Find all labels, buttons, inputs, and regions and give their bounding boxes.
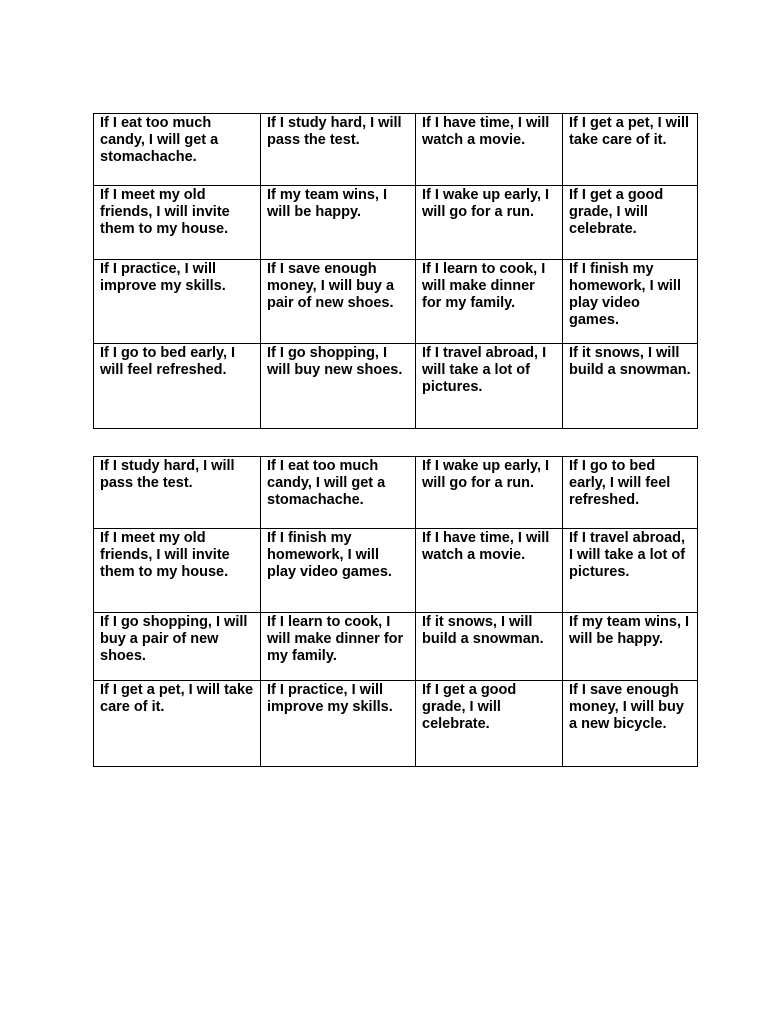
table-row: [94, 260, 698, 344]
sentence-card: If I learn to cook, I will make dinner for my family.: [416, 260, 563, 344]
sentence-card: If I practice, I will improve my skills.: [94, 260, 261, 344]
sentence-card: If I get a good grade, I will celebrate.: [563, 186, 698, 260]
sentence-card: If it snows, I will build a snowman.: [416, 613, 563, 681]
sentence-card: If I finish my homework, I will play video games.: [563, 260, 698, 344]
sentence-card: If I go to bed early, I will feel refreshed.: [563, 457, 698, 529]
sentence-card-table-2: [93, 456, 698, 767]
table-row: [94, 114, 698, 186]
sentence-card: If I have time, I will watch a movie.: [416, 114, 563, 186]
sentence-card: If I travel abroad, I will take a lot of pictures.: [416, 344, 563, 429]
sentence-card: If I eat too much candy, I will get a stomachache.: [261, 457, 416, 529]
sentence-card: If my team wins, I will be happy.: [261, 186, 416, 260]
sentence-card: If I get a pet, I will take care of it.: [94, 681, 261, 767]
table-row: [94, 681, 698, 767]
table-row: [94, 457, 698, 529]
sentence-card: If I get a good grade, I will celebrate.: [416, 681, 563, 767]
sentence-card: If I finish my homework, I will play video games.: [261, 529, 416, 613]
sentence-card: If I study hard, I will pass the test.: [94, 457, 261, 529]
sentence-card: If I go to bed early, I will feel refreshed.: [94, 344, 261, 429]
sentence-card: If I have time, I will watch a movie.: [416, 529, 563, 613]
table-row: [94, 529, 698, 613]
sentence-card: If it snows, I will build a snowman.: [563, 344, 698, 429]
sentence-card: If I save enough money, I will buy a new bicycle.: [563, 681, 698, 767]
sentence-card: If I eat too much candy, I will get a stomachache.: [94, 114, 261, 186]
table-row: [94, 613, 698, 681]
sentence-card: If I meet my old friends, I will invite them to my house.: [94, 186, 261, 260]
sentence-card: If I wake up early, I will go for a run.: [416, 457, 563, 529]
sentence-card: If I learn to cook, I will make dinner for my family.: [261, 613, 416, 681]
table-row: [94, 344, 698, 429]
sentence-card: If I save enough money, I will buy a pair of new shoes.: [261, 260, 416, 344]
sentence-card: If I go shopping, I will buy new shoes.: [261, 344, 416, 429]
sentence-card: If I study hard, I will pass the test.: [261, 114, 416, 186]
sentence-card: If I meet my old friends, I will invite them to my house.: [94, 529, 261, 613]
sentence-card: If I practice, I will improve my skills.: [261, 681, 416, 767]
table-row: [94, 186, 698, 260]
sentence-card: If I get a pet, I will take care of it.: [563, 114, 698, 186]
sentence-card: If I travel abroad, I will take a lot of pictures.: [563, 529, 698, 613]
sentence-card: If my team wins, I will be happy.: [563, 613, 698, 681]
sentence-card: If I wake up early, I will go for a run.: [416, 186, 563, 260]
sentence-card-table-1: [93, 113, 698, 429]
sentence-card: If I go shopping, I will buy a pair of new shoes.: [94, 613, 261, 681]
